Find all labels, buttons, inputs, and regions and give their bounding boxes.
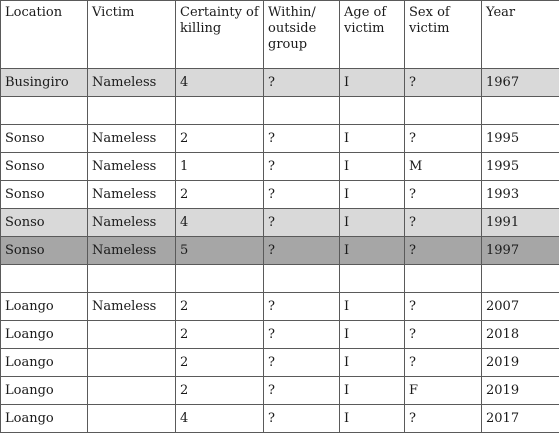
year-cell: 2019 <box>482 349 559 377</box>
year-cell <box>482 97 559 125</box>
year-cell: 1995 <box>482 153 559 181</box>
certainty-cell: 1 <box>176 153 264 181</box>
victim-cell: Nameless <box>88 125 176 153</box>
year-cell: 2019 <box>482 377 559 405</box>
certainty-cell <box>176 265 264 293</box>
table-row <box>1 237 559 265</box>
certainty-cell: 4 <box>176 69 264 97</box>
age-cell: I <box>340 209 405 237</box>
victim-cell: Nameless <box>88 209 176 237</box>
certainty-cell: 2 <box>176 349 264 377</box>
certainty-cell: 2 <box>176 181 264 209</box>
group-cell: ? <box>264 209 340 237</box>
table-row <box>1 377 559 405</box>
table-row <box>1 209 559 237</box>
table-row <box>1 293 559 321</box>
sex-cell: F <box>405 377 482 405</box>
victim-cell <box>88 349 176 377</box>
sex-cell: ? <box>405 69 482 97</box>
group-cell: ? <box>264 125 340 153</box>
year-cell: 1993 <box>482 181 559 209</box>
year-cell: 2017 <box>482 405 559 433</box>
sex-cell: M <box>405 153 482 181</box>
table-row <box>1 181 559 209</box>
age-cell: I <box>340 181 405 209</box>
victim-cell: Nameless <box>88 153 176 181</box>
location-cell <box>1 97 88 125</box>
age-cell: I <box>340 293 405 321</box>
group-cell: ? <box>264 405 340 433</box>
location-cell: Loango <box>1 293 88 321</box>
table-row <box>1 153 559 181</box>
location-cell: Loango <box>1 321 88 349</box>
year-cell: 2018 <box>482 321 559 349</box>
group-cell: ? <box>264 321 340 349</box>
location-cell: Loango <box>1 349 88 377</box>
sex-cell: ? <box>405 125 482 153</box>
column-header-sex: Sex of victim <box>405 1 482 69</box>
column-header-victim: Victim <box>88 1 176 69</box>
sex-cell: ? <box>405 349 482 377</box>
year-cell: 1991 <box>482 209 559 237</box>
table-row <box>1 69 559 97</box>
certainty-cell: 2 <box>176 377 264 405</box>
year-cell <box>482 265 559 293</box>
group-cell: ? <box>264 181 340 209</box>
group-cell <box>264 265 340 293</box>
age-cell: I <box>340 321 405 349</box>
year-cell: 1995 <box>482 125 559 153</box>
age-cell: I <box>340 237 405 265</box>
victim-cell: Nameless <box>88 69 176 97</box>
table-row <box>1 265 559 293</box>
sex-cell: ? <box>405 181 482 209</box>
column-header-age: Age of victim <box>340 1 405 69</box>
certainty-cell: 4 <box>176 405 264 433</box>
table-row <box>1 405 559 433</box>
victim-cell <box>88 405 176 433</box>
column-header-location: Location <box>1 1 88 69</box>
table-body <box>1 69 559 433</box>
location-cell: Sonso <box>1 153 88 181</box>
victim-cell: Nameless <box>88 293 176 321</box>
location-cell: Sonso <box>1 181 88 209</box>
table-row <box>1 321 559 349</box>
group-cell: ? <box>264 153 340 181</box>
certainty-cell: 4 <box>176 209 264 237</box>
age-cell: I <box>340 125 405 153</box>
certainty-cell: 2 <box>176 321 264 349</box>
certainty-cell: 2 <box>176 125 264 153</box>
age-cell: I <box>340 349 405 377</box>
victim-cell <box>88 377 176 405</box>
sex-cell: ? <box>405 405 482 433</box>
group-cell <box>264 97 340 125</box>
victim-cell <box>88 97 176 125</box>
header-row <box>1 1 559 69</box>
sex-cell <box>405 97 482 125</box>
sex-cell: ? <box>405 209 482 237</box>
victim-cell <box>88 321 176 349</box>
column-header-year: Year <box>482 1 559 69</box>
group-cell: ? <box>264 377 340 405</box>
sex-cell: ? <box>405 237 482 265</box>
group-cell: ? <box>264 69 340 97</box>
victim-cell <box>88 265 176 293</box>
group-cell: ? <box>264 293 340 321</box>
location-cell: Loango <box>1 405 88 433</box>
sex-cell: ? <box>405 293 482 321</box>
age-cell <box>340 265 405 293</box>
location-cell <box>1 265 88 293</box>
table-row <box>1 97 559 125</box>
column-header-certainty: Certainty of killing <box>176 1 264 69</box>
sex-cell <box>405 265 482 293</box>
table-row <box>1 349 559 377</box>
age-cell: I <box>340 377 405 405</box>
certainty-cell <box>176 97 264 125</box>
age-cell <box>340 97 405 125</box>
location-cell: Sonso <box>1 237 88 265</box>
age-cell: I <box>340 153 405 181</box>
certainty-cell: 2 <box>176 293 264 321</box>
certainty-cell: 5 <box>176 237 264 265</box>
location-cell: Sonso <box>1 125 88 153</box>
group-cell: ? <box>264 237 340 265</box>
year-cell: 1967 <box>482 69 559 97</box>
age-cell: I <box>340 405 405 433</box>
location-cell: Sonso <box>1 209 88 237</box>
group-cell: ? <box>264 349 340 377</box>
year-cell: 2007 <box>482 293 559 321</box>
victim-cell: Nameless <box>88 181 176 209</box>
column-header-within-outside-group: Within/ outside group <box>264 1 340 69</box>
victim-cell: Nameless <box>88 237 176 265</box>
location-cell: Loango <box>1 377 88 405</box>
year-cell: 1997 <box>482 237 559 265</box>
sex-cell: ? <box>405 321 482 349</box>
location-cell: Busingiro <box>1 69 88 97</box>
age-cell: I <box>340 69 405 97</box>
table-row <box>1 125 559 153</box>
